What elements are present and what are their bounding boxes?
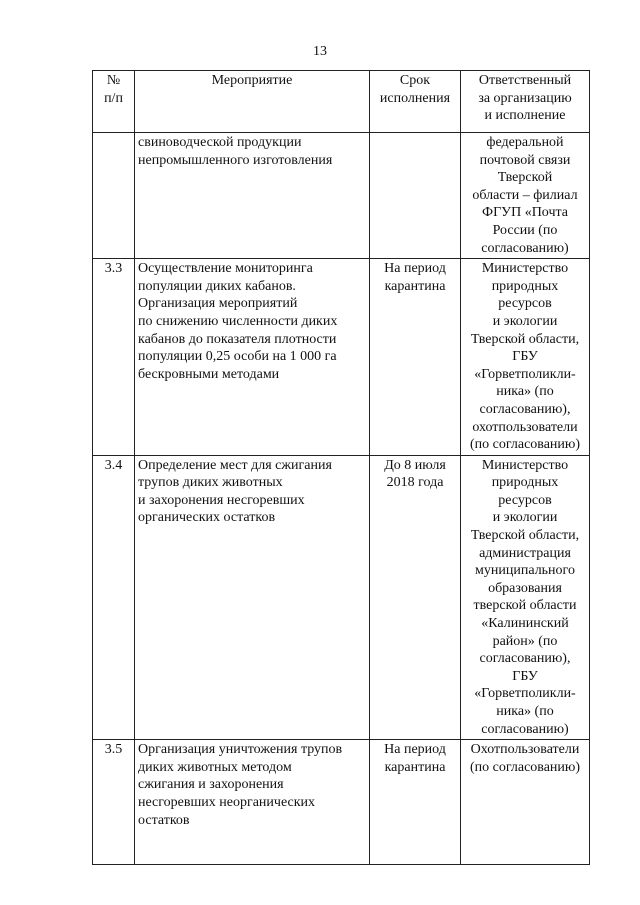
- row-number: [93, 133, 135, 259]
- row-responsible: Охотпользователи (по согласованию): [461, 740, 590, 865]
- header-term: Срок исполнения: [370, 71, 461, 133]
- row-number: 3.5: [93, 740, 135, 865]
- table-row: [93, 455, 590, 740]
- table-row: [93, 740, 590, 865]
- row-term: До 8 июля 2018 года: [370, 455, 461, 740]
- row-term: [370, 133, 461, 259]
- table-row: [93, 259, 590, 456]
- row-term: На период карантина: [370, 740, 461, 865]
- row-responsible: Министерство природных ресурсов и экологии Тверской области, ГБУ «Горветполикли- ника» (по согласованию), охотпользователи (по согласованию): [461, 259, 590, 456]
- header-num: № п/п: [93, 71, 135, 133]
- row-task: Осуществление мониторинга популяции диких кабанов. Организация мероприятий по снижению численности диких кабанов до показателя плотности популяции 0,25 особи на 1 000 га бескровными методами: [135, 259, 370, 456]
- header-responsible: Ответственный за организацию и исполнение: [461, 71, 590, 133]
- row-responsible: Министерство природных ресурсов и экологии Тверской области, администрация муниципального образования тверской области «Калининский район» (по согласованию), ГБУ «Горветполикли- ника» (по согласованию): [461, 455, 590, 740]
- row-term: На период карантина: [370, 259, 461, 456]
- table-header-row: [93, 71, 590, 133]
- row-responsible: федеральной почтовой связи Тверской области – филиал ФГУП «Почта России (по согласованию): [461, 133, 590, 259]
- header-task: Мероприятие: [135, 71, 370, 133]
- table-row: [93, 133, 590, 259]
- row-task: свиноводческой продукции непромышленного изготовления: [135, 133, 370, 259]
- row-task: Организация уничтожения трупов диких животных методом сжигания и захоронения несгоревших неорганических остатков: [135, 740, 370, 865]
- row-number: 3.4: [93, 455, 135, 740]
- row-number: 3.3: [93, 259, 135, 456]
- measures-table: [92, 70, 590, 865]
- row-task: Определение мест для сжигания трупов диких животных и захоронения несгоревших органических остатков: [135, 455, 370, 740]
- page-number: 13: [313, 44, 327, 59]
